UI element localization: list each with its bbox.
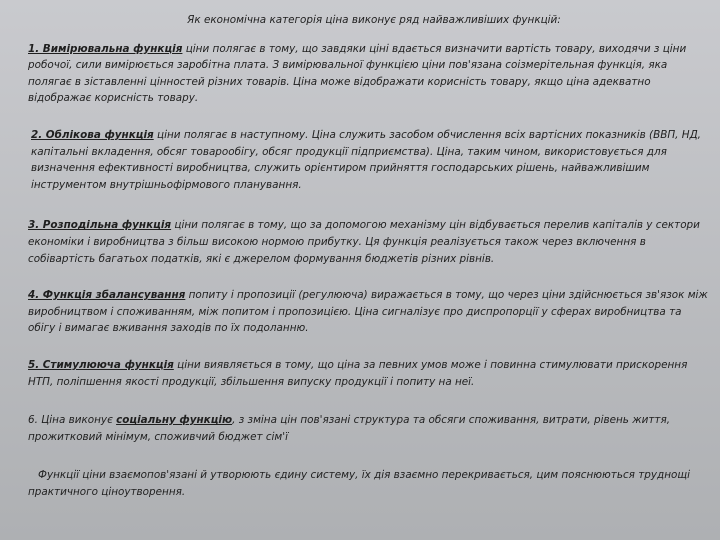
slide-title: Як економічна категорія ціна виконує ряд найважливіших функцій: xyxy=(187,14,561,26)
balancing-function-heading: 4. Функція збалансування xyxy=(28,289,186,302)
paragraph-accounting-function xyxy=(31,127,710,193)
accounting-function-text: ціни полягає в наступному. Ціна служить засобом обчислення всіх вартісних показників (ВВП, НД, капітальні вкладення, обсяг товарообігу, обсяг продукції підприємства). Ціна, таким чином, використовується для визначення ефективності виробництва, служить орієнтиром прийняття господарських рішень, найважливішим інструментом внутрішньофірмового планування. xyxy=(31,128,701,191)
paragraph-stimulating-function xyxy=(28,357,710,390)
balancing-function-text: попиту і пропозиції (регулююча) виражається в тому, що через ціни здійснюється зв'язок між виробництвом і споживанням, між попитом і пропозицією. Ціна сигналізує про диспропорції у сферах виробництва та обігу і вимагає вживання заходів по їх подоланню. xyxy=(28,289,708,335)
stimulating-function-heading: 5. Стимулююча функція xyxy=(28,358,174,371)
paragraph-measuring-function xyxy=(28,41,710,107)
paragraph-conclusion xyxy=(28,467,710,500)
paragraph-social-function xyxy=(28,412,710,445)
measuring-function-heading: 1. Вимірювальна функція xyxy=(28,42,183,55)
accounting-function-heading: 2. Облікова функція xyxy=(31,128,154,141)
distributive-function-heading: 3. Розподільна функція xyxy=(28,219,172,232)
paragraph-balancing-function xyxy=(28,287,710,337)
social-function-prefix: 6. Ціна виконує xyxy=(28,414,117,427)
slide-content xyxy=(24,0,714,540)
social-function-heading: соціальну функцію xyxy=(116,414,233,427)
paragraph-distributive-function xyxy=(28,217,710,267)
distributive-function-text: ціни полягає в тому, що за допомогою механізму цін відбувається перелив капіталів у сектори економіки і виробництва з більш високою нормою прибутку. Ця функція реалізується також через включення в собівартість багатьох податків, які є джерелом формування бюджетів різних рівнів. xyxy=(28,219,700,265)
measuring-function-text: ціни полягає в тому, що завдяки ціні вдається визначити вартість товару, виходячи з ціни робочої, сили вимірюється заробітна плата. З вимірювальної функцією ціни пов'язана соізмерітельная функція, яка полягає в зіставленні цінностей різних товарів. Ціна може відображати корисність товару, якщо ціна адекватно відображає корисність товару. xyxy=(28,42,687,105)
stimulating-function-text: ціни виявляється в тому, що ціна за певних умов може і повинна стимулювати прискорення НТП, поліпшення якості продукції, збільшення випуску продукції і попиту на неї. xyxy=(28,358,688,388)
social-function-text: , з зміна цін пов'язані структура та обсяги споживання, витрати, рівень життя, прожитковий мінімум, споживчий бюджет сім'ї xyxy=(28,414,670,443)
conclusion-text: Функції ціни взаємопов'язані й утворюють єдину систему, їх дія взаємно перекривається, цим пояснюються труднощі практичного ціноутворення. xyxy=(28,469,691,498)
